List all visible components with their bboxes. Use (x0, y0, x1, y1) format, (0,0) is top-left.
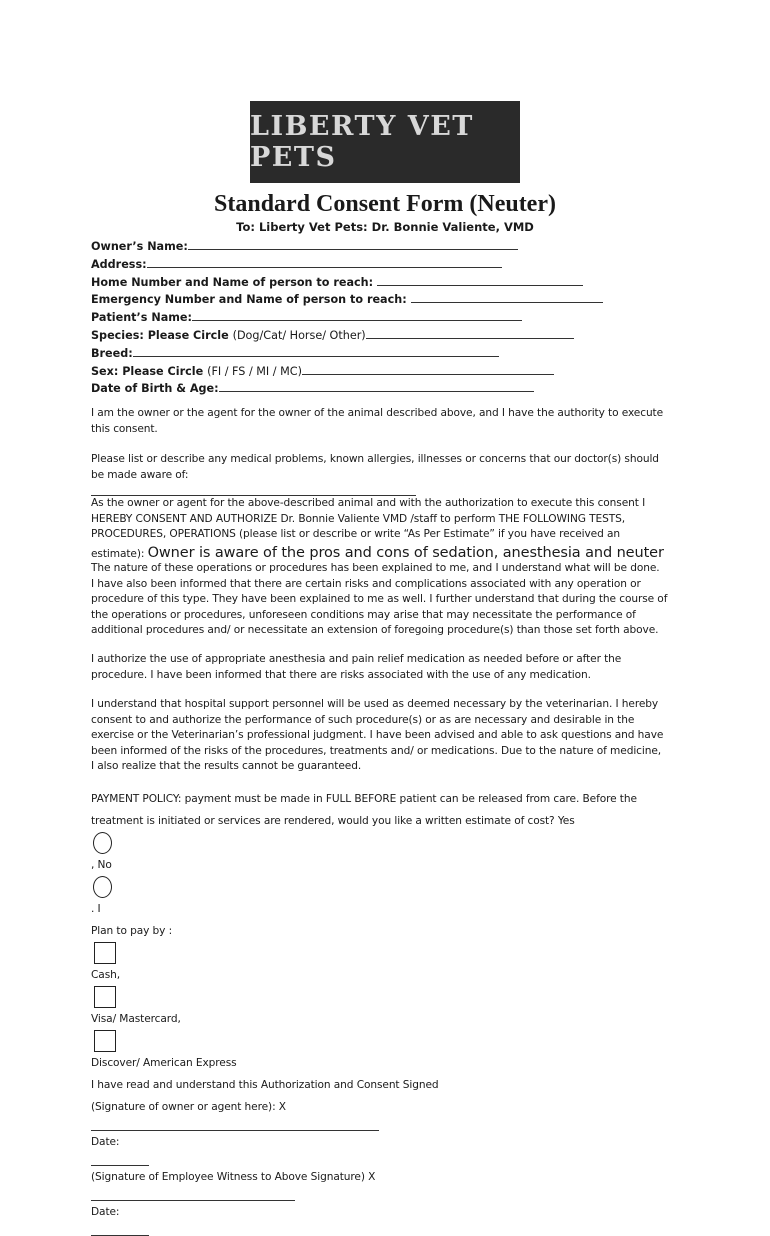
emergency-number-field[interactable] (91, 290, 603, 308)
logo (250, 101, 520, 183)
home-number-label: Home Number and Name of person to reach: (91, 275, 374, 289)
address-field[interactable] (91, 255, 603, 273)
species-label: Species: Please Circle (91, 328, 229, 342)
authority-paragraph: I am the owner or the agent for the owner of the animal described above, and I have the authority to execute this consent. (91, 407, 664, 435)
personnel-paragraph: I understand that hospital support personnel will be used as deemed necessary by the veterinarian. I hereby consent to and authorize the performance of such procedure(s) or as are necessary and desirable in the exercise or the Veterinarian’s professional judgment. I have been advised and able to ask questions and have been informed of the risks of the procedures, treatments and/ or medications. Due to the nature of medicine, I also realize that the results cannot be guaranteed. (91, 698, 664, 773)
discover-amex-checkbox[interactable] (94, 1030, 116, 1052)
species-options: (Dog/Cat/ Horse/ Other) (232, 328, 366, 342)
sex-options: (FI / FS / MI / MC) (207, 364, 302, 378)
no-circle[interactable] (93, 876, 112, 898)
page-title: Standard Consent Form (Neuter) (214, 191, 556, 217)
owner-name-label: Owner’s Name: (91, 240, 188, 253)
procedure-answer: Owner is aware of the pros and cons of sedation, anesthesia and neuter (147, 544, 664, 561)
home-number-field[interactable] (91, 273, 603, 291)
logo-text: LIBERTY VET PETS (250, 111, 474, 173)
owner-signature-line[interactable]: (Signature of owner or agent here): X Date: (91, 1096, 686, 1166)
medical-concerns-field[interactable]: be made aware of: (91, 468, 686, 497)
breed-field[interactable] (91, 344, 603, 362)
yes-circle[interactable] (93, 832, 112, 854)
dob-age-field[interactable] (91, 379, 603, 397)
dob-age-label: Date of Birth & Age: (91, 382, 219, 396)
medical-paragraph: Please list or describe any medical problems, known allergies, illnesses or concerns that our doctor(s) should be made aware of: As the owner or agent for the above-described animal and with the authorization to execute this consent I HEREBY CONSENT AND AUTHORIZE Dr. Bonnie Valiente VMD /staff to perform THE FOLLOWING TESTS, PROCEDURES, OPERATIONS (please list or describe or write “As Per Estimate” if you have received an estimate): Owner is aware of the pros and cons of sedation, anesthesia and neuter (91, 452, 686, 564)
owner-name-field[interactable] (91, 237, 603, 255)
cash-checkbox[interactable] (94, 942, 116, 964)
nature-paragraph: The nature of these operations or procedures has been explained to me, and I understand what will be done. I have also been informed that there are certain risks and complications associated with any operation or procedure of this type. They have been explained to me as well. I further understand that during the course of the operations or procedures, unforeseen conditions may arise that may necessitate the performance of additional procedures and/ or necessitate an extension of foregoing procedure(s) than those set forth above. (91, 562, 668, 637)
patient-name-label: Patient’s Name: (91, 311, 192, 325)
sex-label: Sex: Please Circle (91, 364, 204, 378)
payment-section: PAYMENT POLICY: payment must be made in FULL BEFORE patient can be released from care. Before the treatment is initiated or services are rendered, would you like a written estimate of cost? Yes , No . I Plan to pay by : Cash, Visa/ Mastercard, Discover/ American Express I have read and understand this Authorization and Consent Signed (Signature of owner or agent here): X Date: (Signature of Employee Witness to Above Signature) X Date: (91, 788, 686, 1236)
addressee-line: To: Liberty Vet Pets: Dr. Bonnie Valiente, VMD (236, 220, 534, 234)
visa-mastercard-checkbox[interactable] (94, 986, 116, 1008)
emergency-number-label: Emergency Number and Name of person to reach: (91, 293, 407, 307)
breed-label: Breed: (91, 346, 133, 360)
address-label: Address: (91, 257, 147, 271)
owner-info-fields (91, 237, 603, 397)
sex-field[interactable] (91, 362, 603, 380)
witness-signature-line[interactable]: (Signature of Employee Witness to Above Signature) X Date: (91, 1166, 686, 1236)
read-statement: I have read and understand this Authorization and Consent Signed (91, 1079, 439, 1091)
patient-name-field[interactable] (91, 308, 603, 326)
species-field[interactable] (91, 326, 603, 344)
anesthesia-paragraph: I authorize the use of appropriate anesthesia and pain relief medication as needed before or after the procedure. I have been informed that there are risks associated with the use of any medication. (91, 653, 622, 681)
